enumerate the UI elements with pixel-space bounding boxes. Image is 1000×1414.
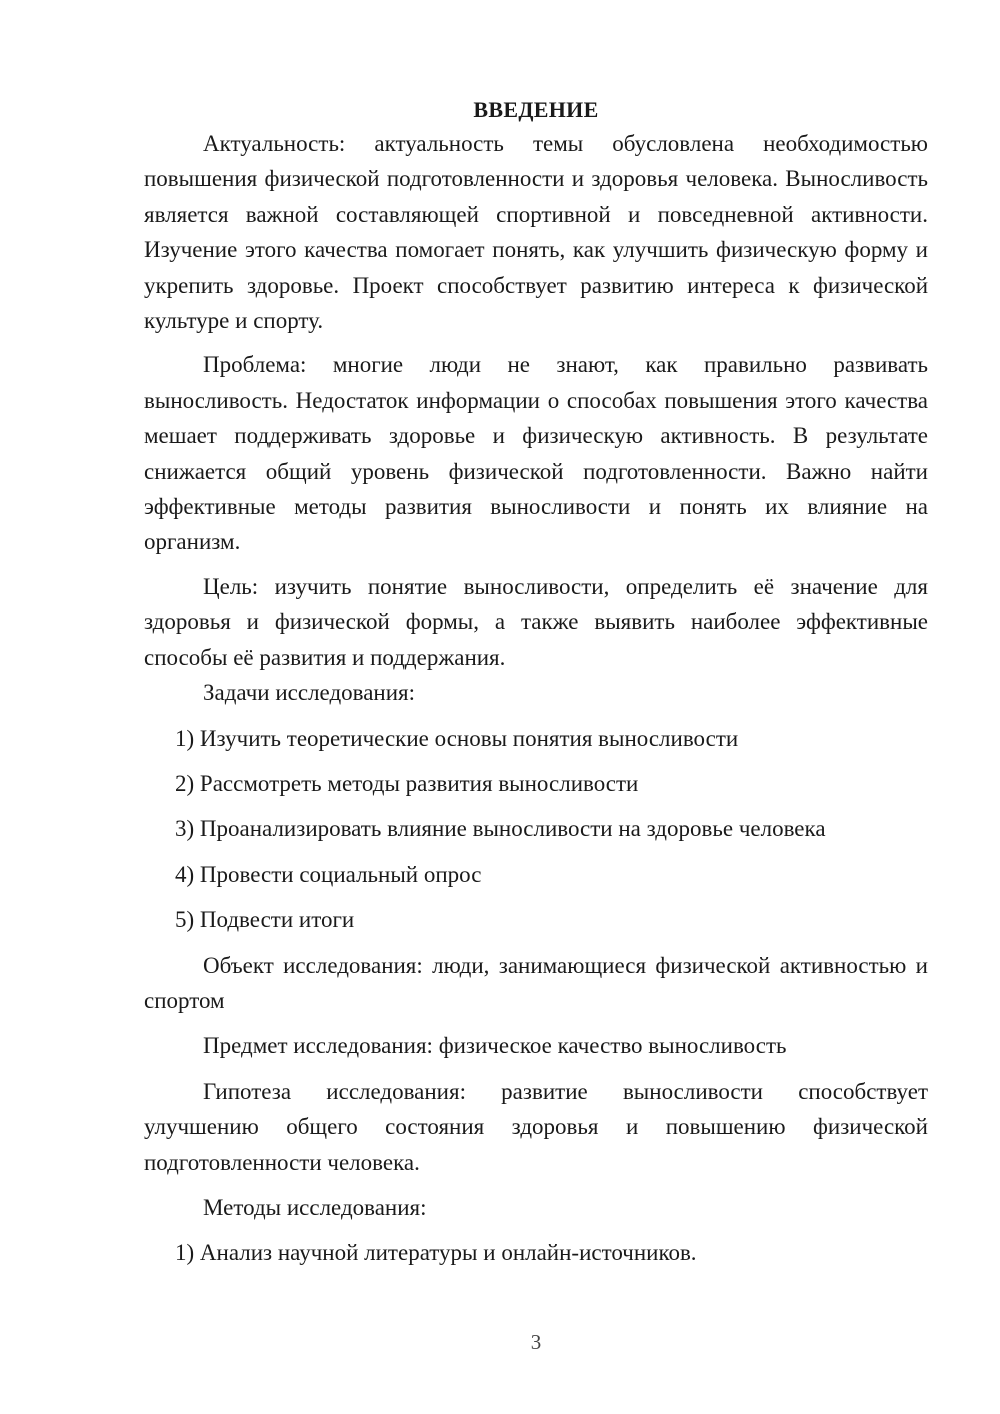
page-title: ВВЕДЕНИЕ — [473, 97, 599, 122]
relevance-paragraph: Актуальность: актуальность темы обусловлена необходимостью повышения физической подготовленности и здоровья человека. Выносливость является важной составляющей спортивной и повседневной активности. Изучение этого качества помогает понять, как улучшить физическую форму и укрепить здоровье. Проект способствует развитию интереса к физической культуре и спорту. — [144, 131, 928, 334]
tasks-title: Задачи исследования: — [203, 680, 416, 706]
page-number: 3 — [530, 1330, 542, 1354]
hypothesis-paragraph: Гипотеза исследования: развитие выносливости способствует улучшению общего состояния здоровья и повышению физической подготовленности человека. — [144, 1078, 928, 1175]
object-paragraph: Объект исследования: люди, занимающиеся физической активностью и спортом — [144, 952, 928, 1013]
task-item-4: 4) Провести социальный опрос — [175, 861, 482, 887]
methods-title: Методы исследования: — [203, 1194, 427, 1220]
method-item-1: 1) Анализ научной литературы и онлайн-источников. — [175, 1240, 697, 1266]
goal-paragraph: Цель: изучить понятие выносливости, определить её значение для здоровья и физической формы, а также выявить наиболее эффективные способы её развития и поддержания. — [144, 573, 928, 670]
task-item-1: 1) Изучить теоретические основы понятия выносливости — [175, 725, 739, 751]
subject-paragraph: Предмет исследования: физическое качество выносливость — [203, 1033, 787, 1059]
problem-paragraph: Проблема: многие люди не знают, как правильно развивать выносливость. Недостаток информации о способах повышения этого качества мешает поддерживать здоровье и физическую активность. В результате снижается общий уровень физической подготовленности. Важно найти эффективные методы развития выносливости и понять их влияние на организм. — [144, 352, 928, 555]
task-item-5: 5) Подвести итоги — [175, 907, 355, 933]
document-content — [144, 92, 928, 1271]
task-item-3: 3) Проанализировать влияние выносливости на здоровье человека — [175, 816, 826, 842]
task-item-2: 2) Рассмотреть методы развития выносливости — [175, 770, 639, 796]
